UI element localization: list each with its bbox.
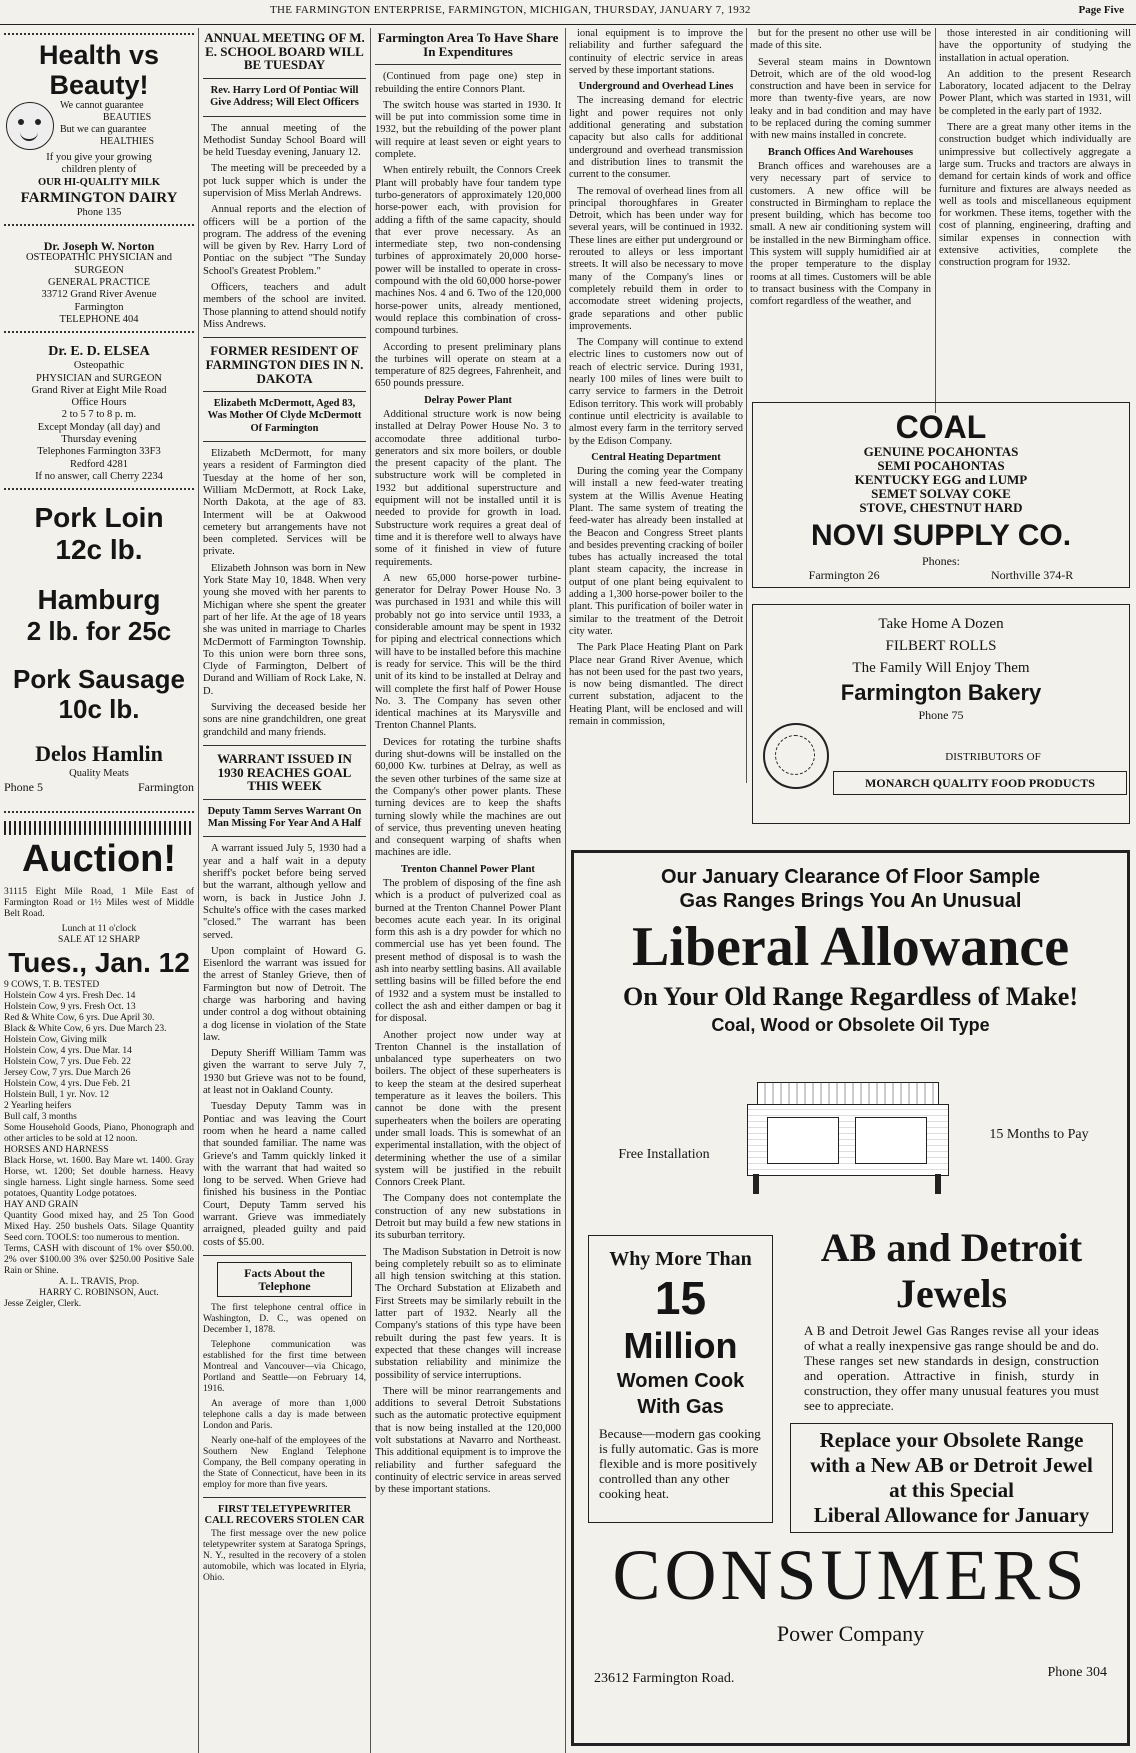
auction-item: Some Household Goods, Piano, Phonograph and other articles to be sold at 12 noon. [4,1122,194,1144]
paragraph: Officers, teachers and adult members of the school are invited. Those planning to attend should notify Miss Andrews. [203,282,366,330]
ad-line: TELEPHONE 404 [59,313,139,325]
ad-line: But we can guarantee [60,124,147,135]
coal-ad [752,402,1130,588]
monarch-label: MONARCH QUALITY FOOD PRODUCTS [833,771,1127,795]
ad-line: SALE AT 12 SHARP [58,934,140,945]
paragraph: Devices for rotating the turbine shafts during shut-downs will be installed on the 60,000 Kw. turbines at Delray, as well as the seven other turbines of the same size at the Company's other power plants. These turning devices are to keep the shafts turning slowly while the machines are out of service, thus preventing uneven heating and consequent warping of shafts when machines are idle. [375,736,561,859]
headline: FIRST TELETYPEWRITER CALL RECOVERS STOLEN CAR [204,1504,365,1527]
ad-line: 2 to 5 7 to 8 p. m. [61,409,137,421]
ad-headline: Jewels [895,1271,1008,1316]
auction-ad [4,821,194,1310]
headline: FORMER RESIDENT OF FARMINGTON DIES IN N. DAKOTA [205,343,364,386]
ad-line: With Gas [637,1396,724,1418]
ad-body: A B and Detroit Jewel Gas Ranges revise all your ideas of what a really inexpensive gas range should be and do. These ranges set new standards in design, construction and operation. Attractive in finish, sturdy in construction, they offer many unusual features you must see to appreciate. [804,1323,1099,1413]
paragraph: Additional structure work is now being installed at Delray Power House No. 3 to accomodate three additional turbo-generators and six more boilers, or double the present capacity of the plant. The substructure work will be completed in 1932 but additional superstructure and equipment will not be installed until it is needed to provide for growth in load. Substructure work requires a great deal of time and it is therefore well to always have some of it finished in view of future requirements. [375,409,561,568]
ad-line: 2 lb. for 25c [26,616,172,647]
auction-item: Holstein Cow, 4 yrs. Due Feb. 21 [4,1078,131,1089]
ad-line: Liberal Allowance for January [813,1503,1090,1527]
article-body [203,123,366,332]
ad-line: GENERAL PRACTICE [48,277,150,289]
paragraph: Upon complaint of Howard G. Eisenlord the warrant was issued for the arrest of Stanley Grieve, then of Farmington but now of Detroit. The charge was harboring and having under control a dog without obtaining a dog license in violation of the State law. [203,945,366,1043]
paragraph: The first telephone central office in Washington, D. C., was opened on December 1, 1878. [203,1303,366,1336]
paragraph: Annual reports and the election of officers will be a portion of the program. The address of the evening will be given by Rev. Harry Lord of Pontiac on the subject "The Sunday School's Greatest Problem." [203,204,366,277]
coal-phones [753,568,1129,583]
ad-line: 12c lb. [55,534,143,566]
article-body [569,95,743,447]
ad-line: Our January Clearance Of Floor Sample [660,866,1040,888]
subheadline: Branch Offices And Warehouses [767,146,914,158]
ad-line: OSTEOPATHIC PHYSICIAN and [25,252,173,264]
subheadline: Trenton Channel Power Plant [401,863,535,875]
auction-item: Holstein Cow, 9 yrs. Fresh Oct. 13 [4,1001,136,1012]
column-rule [198,28,199,1753]
ad-line: BEAUTIES [102,112,152,123]
article-body [375,71,561,390]
auction-item: 2 Yearling heifers [4,1100,72,1111]
ad-line: Pork Sausage [13,664,185,695]
subheadline: Underground and Overhead Lines [578,81,734,93]
masthead [0,0,1136,25]
page-number: Page Five [1078,4,1124,16]
divider [203,78,366,79]
ad-line: Except Monday (all day) and [37,421,161,433]
divider [4,33,194,35]
column-6 [939,28,1131,406]
auction-location: 31115 Eight Mile Road, 1 Mile East of Farmington Road or 1½ Miles west of Middle Belt Road. [4,886,194,919]
auction-item: 9 COWS, T. B. TESTED [4,979,100,990]
ad-line: On Your Old Range Regardless of Make! [623,982,1078,1011]
divider [203,745,366,746]
article-body [375,878,561,1497]
auction-item: Black & White Cow, 6 yrs. Due March 23. [4,1023,167,1034]
auction-item: Bull calf, 3 months [4,1111,77,1122]
auction-item: HORSES AND HARNESS [4,1144,109,1155]
consumers-ad [571,850,1130,1746]
divider [203,1255,366,1256]
ad-line: HEALTHIES [99,136,155,147]
ab-detroit-section [784,1225,1119,1533]
consumers-logo: CONSUMERS [612,1535,1089,1615]
auction-title: Auction! [21,837,177,880]
bakery-ad [752,604,1130,824]
ad-line: Phone 75 [918,708,964,722]
auction-item: Holstein Cow, 4 yrs. Due Mar. 14 [4,1045,132,1056]
paragraph: A new 65,000 horse-power turbine-generator for Delray Power House No. 3 was purchased in 1931 and while this will probably not go into service until 1933, a considerable amount may be spent in 1932 for piping and electrical connections which will have to be installed before this machine is ready for service. This will be the third unit of its kind to be installed at Delray and will complete the first half of Power House No. 3. The Company has seven other identical machines at its Marysville and Trenton Channel Plants. [375,572,561,732]
replace-box [790,1423,1113,1533]
ad-line: 23612 Farmington Road. [594,1671,735,1686]
auction-item: Holstein Cow 4 yrs. Fresh Dec. 14 [4,990,136,1001]
ad-line: Jesse Zeigler, Clerk. [4,1298,82,1309]
ad-line: Phone 304 [1047,1665,1107,1680]
column-2 [203,28,366,1753]
paragraph: (Continued from page one) step in rebuilding the entire Connors Plant. [375,71,561,95]
ad-line: Million [623,1325,738,1366]
paragraph: Nearly one-half of the employees of the Southern New England Telephone Company, the Bell company operating in the State of Connecticut, have been in its employ for more than five years. [203,1436,366,1491]
ad-line: Replace your Obsolete Range [819,1428,1084,1452]
ad-line: Phone 135 [76,206,122,218]
paragraph: The Company does not contemplate the construction of any new substations in Detroit but may build a few new stations in its suburban territory. [375,1193,561,1242]
ad-line: DISTRIBUTORS OF [945,751,1041,763]
ad-line: Redford 4281 [69,458,129,470]
ad-line: FARMINGTON DAIRY [20,189,178,206]
ad-line: Women Cook [616,1370,745,1392]
ad-line: Thursday evening [61,434,137,446]
column-rule [370,28,371,1753]
paragraph: Branch offices and warehouses are a very necessary part of service to customers. A new office will be constructed in Birmingham to replace the present building, which has become too small. A new air conditioning system will be installed in the new Birmingham office. This system will supply humidified air at the proper temperature to the display rooms at all times. Customers will be able to transact business with the Company in comfort regardless of the weather, and [750,160,931,308]
auction-item: Holstein Bull, 1 yr. Nov. 12 [4,1089,109,1100]
article-body [203,843,366,1249]
auction-item: Quantity Good mixed hay, and 25 Ton Good Mixed Hay. 250 bushels Oats. Silage Quantity Seed corn. TOOLS: too numerous to mention. [4,1210,194,1243]
paragraph: Surviving the deceased beside her sons are nine grandchildren, one great grandchild and many friends. [203,702,366,738]
paragraph: The removal of overhead lines from all principal thoroughfares in Greater Detroit, which has been under way for several years, will be continued in 1932. These lines are either put underground or rerouted to alleys or less important streets. It will also be necessary to move many of the Company's lines or completely rebuild them in order to accomodate street widening projects, grade separations and other public improvements. [569,185,743,332]
paragraph: The Park Place Heating Plant on Park Place near Grand River Avenue, which has not been used for the past two years, is now being dismantled. The direct current substation, adjacent to the Heating Plant, will be enclosed and will remain in commission, [569,642,743,728]
ad-line: Farmington [74,301,124,313]
paragraph: those interested in air conditioning will have the opportunity of studying the installation in actual operation. [939,28,1131,64]
paragraph: ional equipment is to improve the reliability and further safeguard the continuity of electric service in areas served by these important stations. [569,28,743,76]
headline: WARRANT ISSUED IN 1930 REACHES GOAL THIS WEEK [217,750,352,794]
paragraph: but for the present no other use will be made of this site. [750,28,931,52]
ad-line: SURGEON [74,264,124,276]
auction-item: Terms, CASH with discount of 1% over $50.00. 2% over $100.00 3% over $250.00 Positive Sale Rain or Shine. [4,1243,194,1276]
divider [203,799,366,800]
ad-line: Delos Hamlin [35,741,163,767]
paragraph: The switch house was started in 1930. It will be put into commission some time in 1932, but the rebuilding of the power plant will require at least seven or eight years to complete. [375,99,561,161]
auction-items [4,980,194,1277]
paragraph: According to present preliminary plans the turbines will operate on steam at a temperature of 825 degrees, Fahrenheit, and 650 pounds pressure. [375,341,561,390]
paragraph: The Company will continue to extend electric lines to customers now out of reach of electric service. During 1931, nearly 100 miles of lines were built to carry service to farmers in the Detroit Edison territory. This work will probably continue until electricity is available to almost every farm in the territory served by the Edison Company. [569,337,743,447]
bakery-name: Farmington Bakery [840,680,1042,705]
meat-ad [4,502,194,793]
auction-item: Holstein Cow, Giving milk [4,1034,107,1045]
ad-line: If you give your growing [46,152,152,163]
ad-line: 15 [654,1272,707,1324]
paragraph: An average of more than 1,000 telephone calls a day is made between London and Paris. [203,1399,366,1432]
ad-line: Dr. Joseph W. Norton [43,239,155,254]
ad-line: Lunch at 11 o'clock [61,923,137,934]
ad-line: Phones: [921,554,960,568]
paragraph: Deputy Sheriff William Tamm was given the warrant to serve July 7, 1930 but Grieve was not to be found, at least not in Oakland County. [203,1048,366,1097]
headline: ANNUAL MEETING OF M. E. SCHOOL BOARD WILL BE TUESDAY [204,30,365,73]
column-4 [569,28,743,798]
ad-line: children plenty of [61,164,137,176]
masthead-title: THE FARMINGTON ENTERPRISE, FARMINGTON, MICHIGAN, THURSDAY, JANUARY 7, 1932 [270,4,751,16]
article-body [750,161,931,309]
ad-line: KENTUCKY EGG and LUMP [854,472,1028,487]
ad-line: Osteopathic [73,360,125,372]
paragraph: Elizabeth Johnson was born in New York State May 10, 1848. When very young she moved with her parents to Michigan where she spent the greater part of her life. At the age of 18 years she was united in marriage to Charles McDermott of Farmington Township. To this union were born three sons, Clyde of Farmington, Delbert of Durand and William of Rock Lake, N. D. [203,562,366,697]
paragraph: There will be minor rearrangements and additions to several Detroit Substations such as the automatic protective equipment that is now being installed at the 120,000 volt substations at Navarro and Northeast. This additional equipment is to improve the reliability and further safeguard the continuity of electric service in areas served by these important stations. [375,1385,561,1496]
meat-ad-footer [4,781,194,793]
article-body [569,28,743,77]
child-face-icon [6,102,54,150]
ad-line: Farmington [138,779,194,794]
paragraph: There are a great many other items in the construction budget which individually are unimpressive but collectively aggregate a large sum. Trucks and tractors are always in demand for certain kinds of work and office furniture and fixtures are always needed as well as tools and miscellaneous equipment for workmen. These items, together with the cost of planning, engineering, drafting and similar expenses in connection with extensive activities, complete the construction program for 1932. [939,122,1131,269]
paragraph: The first message over the new police teletypewriter system at Saratoga Springs, N. Y., resulted in the recovery of a stolen automobile, which was located in Elyria, Ohio. [203,1529,366,1584]
why-gas-box [588,1235,773,1523]
ad-line: GENUINE POCAHONTAS [863,444,1019,459]
ad-line: Dr. E. D. ELSEA [48,344,150,360]
column-rule [935,28,936,413]
article-body [203,1303,366,1491]
ad-line: The Family Will Enjoy Them [852,660,1030,676]
ad-line: at this Special [889,1478,1014,1502]
subheadline: Rev. Harry Lord Of Pontiac Will Give Address; Will Elect Officers [210,84,359,109]
paragraph: Elizabeth McDermott, for many years a resident of Farmington died Tuesday at the home of her son, William McDermott, at Rock Lake, North Dakota, at the age of 83. Interment will be at Oakwood cemetery but arrangements have not been completed. Services will be private. [203,448,366,558]
paragraph: A warrant issued July 5, 1930 had a year and a half wait in a deputy sheriff's pocket before being served but the warrant, although yellow and worn, is back in Justice John J. Schulte's office with the cases marked "closed." The warrant has been served. [203,843,366,941]
paragraph: The meeting will be preceeded by a pot luck supper which is under the supervision of Miss Merlah Andrews. [203,163,366,199]
subheadline: Elizabeth McDermott, Aged 83, Was Mother Of Clyde McDermott Of Farmington [207,398,362,434]
subheadline: Deputy Tamm Serves Warrant On Man Missing For Year And A Half [207,805,362,830]
ad-line: OUR HI-QUALITY MILK [37,176,161,188]
norton-card [4,240,194,326]
health-ad-title: Health vs Beauty! [38,40,160,100]
ad-line: PHYSICIAN and SURGEON [35,372,162,384]
gas-range-icon [737,1077,957,1197]
divider [203,337,366,338]
column-3 [375,28,561,1753]
ad-line: Northville 374-R [990,568,1074,582]
divider [203,116,366,117]
ad-body: Because—modern gas cooking is fully automatic. Gas is more flexible and is more positively controlled than any other cooking heat. [599,1426,761,1501]
decorative-border [4,821,194,835]
ad-line: 10c lb. [58,694,140,725]
paragraph: An addition to the present Research Laboratory, located adjacent to the Delray Power Plant, which was started in 1931, will be completed in the early part of 1932. [939,68,1131,117]
divider [203,391,366,392]
divider [4,331,194,333]
ad-line: HARRY C. ROBINSON, Auct. [39,1287,159,1298]
monarch-seal-icon [763,723,829,794]
paragraph: Several steam mains in Downtown Detroit, which are of the old wood-log construction and have been in service for more than twenty-five years, are now leaky and in bad condition and may have to be replaced during the coming summer with new mains installed in concrete. [750,56,931,142]
paragraph: During the coming year the Company will install a new feed-water treating system at the Willis Avenue Heating Plant. The same system of treating the feed-water has already been installed at the Beacon and Congress Street plants and besides preventing cracking of boiler tubes has actually increased the total plant steam capacity, the increase in output of one plant being equivalent to adding a 1,300 horse-power boiler to the plant. This purification of boiler water in similar to the treatment of the Detroit city water. [569,466,743,637]
article-body [939,28,1131,270]
ad-line: Free Installation [618,1147,710,1162]
ad-line: 33712 Grand River Avenue [41,289,157,301]
headline: Facts About the Telephone [217,1262,352,1297]
ad-line: Quality Meats [69,768,129,780]
subheadline: Central Heating Department [591,451,721,463]
ad-line: Phone 5 [4,779,43,794]
paragraph: The increasing demand for electric light and power requires not only additional generating and substation capacity but also calls for additional underground and overhead transmission and distribution lines to transmit the current to the consumer. [569,95,743,181]
ad-line: Pork Loin [34,502,164,534]
coal-company: NOVI SUPPLY CO. [810,519,1072,552]
divider [375,64,561,65]
paragraph: Telephone communication was established for the first time between Montreal and Vancouver—via Chicago, Portland and Seattle—on February 14, 1916. [203,1340,366,1395]
ad-line: Take Home A Dozen [878,616,1004,632]
ad-line: Gas Ranges Brings You An Unusual [679,890,1022,912]
ad-line: A. L. TRAVIS, Prop. [58,1276,140,1287]
elsea-card [4,343,194,483]
auction-item: Jersey Cow, 7 yrs. Due March 26 [4,1067,131,1078]
ad-line: Why More Than [609,1248,752,1270]
ad-line: 15 Months to Pay [989,1127,1089,1142]
column-rule [565,28,566,1753]
paragraph: The annual meeting of the Methodist Sunday School Board will be held Tuesday evening, January 12. [203,122,366,159]
paragraph: The problem of disposing of the fine ash which is a product of pulverized coal as burned at the Trenton Channel Power Plant becomes acute each year. In its original form this ash is a dry powder for which no commercial use has yet been found. The present method of disposal is to wash the ash into nearby settling basins. All available settling basins will be filled before the end of 1932 and a system must be installed to collect the ash and either dampen or bag it for disposal. [375,877,561,1025]
ad-line: STOVE, CHESTNUT HARD [859,500,1023,515]
ad-line: FILBERT ROLLS [885,638,997,654]
ad-line: We cannot guarantee [60,100,144,111]
column-5 [750,28,931,406]
paragraph: When entirely rebuilt, the Connors Creek Plant will probably have four tandem type turbo-generators of approximately 120,000 horse-power each, with provision for adding a fifth of the same capacity, should that ever prove necessary. As an intermediate step, two non-condensing turbines of approximately 20,000 horse-power will be installed to operate in cross-compound with the old 60,000 horse-power machines Nos. 4 and 6. Two of the 120,000 horse-power units, already mentioned, would replace this combination of cross-compound turbines. [375,165,561,337]
auction-item: Holstein Cow, 7 yrs. Due Feb. 22 [4,1056,131,1067]
auction-item: Red & White Cow, 6 yrs. Due April 30. [4,1012,155,1023]
subheadline: Delray Power Plant [424,394,512,406]
headline: Farmington Area To Have Share In Expenditures [377,30,559,59]
column-rule [746,28,747,783]
ad-line: with a New AB or Detroit Jewel [810,1453,1093,1477]
ad-line: Farmington 26 [808,568,880,582]
article-body [203,448,366,739]
article-body [375,409,561,860]
range-illustration-row [574,1037,1127,1227]
ad-line: SEMI POCAHONTAS [877,458,1005,473]
ad-headline: Liberal Allowance [631,916,1070,978]
divider [4,811,194,813]
divider [203,441,366,442]
ad-line: SEMET SOLVAY COKE [871,486,1011,501]
ad-headline: AB and Detroit [820,1225,1083,1270]
divider [4,224,194,226]
ad-line: Office Hours [71,397,127,409]
health-ad [4,100,194,219]
divider [203,836,366,837]
ad-line: Telephones Farmington 33F3 [37,446,161,458]
column-1 [4,28,194,1753]
paragraph: Tuesday Deputy Tamm was in Pontiac and was leaving the Court room when he heard a name called that sounded familiar. The name was Grieve's and Tamm quickly linked it with the warrant that had waited so long to be served. When Grieve had finished his business in the Pontiac Court, Deputy Tamm served his warrant. Grieve was immediately arraigned, pleaded guilty and paid costs of $5.00. [203,1101,366,1248]
article-body [203,1529,366,1584]
paragraph: The Madison Substation in Detroit is now being completely rebuilt so as to eliminate all high tension switching at this station. The Orchard Substation at Elizabeth and First Streets may be similarly rebuilt in the latter part of 1932. Nearly all the Company's stations of this type have been rebuilt during the past few years. It is expected that these changes will increase substation reliability and minimize the possibility of service interruptions. [375,1246,561,1381]
divider [203,1497,366,1498]
auction-date: Tues., Jan. 12 [8,946,190,978]
auction-item: Black Horse, wt. 1600. Bay Mare wt. 1400. Gray Horse, wt. 1200; Set double harness. Heavy single harness. Light single harness. Some seed potatoes, Quantity Lodge potatoes. [4,1155,194,1199]
ad-line: Grand River at Eight Mile Road [31,384,167,396]
article-body [569,466,743,728]
paragraph: Another project now under way at Trenton Channel is the installation of unbalanced type superheaters on two boilers. The object of these superheaters is to keep the steam at the desired superheat temperature as it leaves the boilers. This cannot be done with the present superheaters when the boilers are operating under small loads. This is somewhat of an experimental installation, with the object of determining whether the use of a similar system will be justified in the rebuilt Connors Creek Plant. [375,1029,561,1189]
ad-line: Hamburg [37,584,161,616]
ad-line: Power Company [776,1621,925,1646]
auction-item: HAY AND GRAIN [4,1199,79,1210]
ad-line: Coal, Wood or Obsolete Oil Type [711,1015,990,1035]
divider [4,488,194,490]
article-body [750,28,931,143]
ad-line: If no answer, call Cherry 2234 [35,470,163,482]
coal-title: COAL [895,409,987,445]
